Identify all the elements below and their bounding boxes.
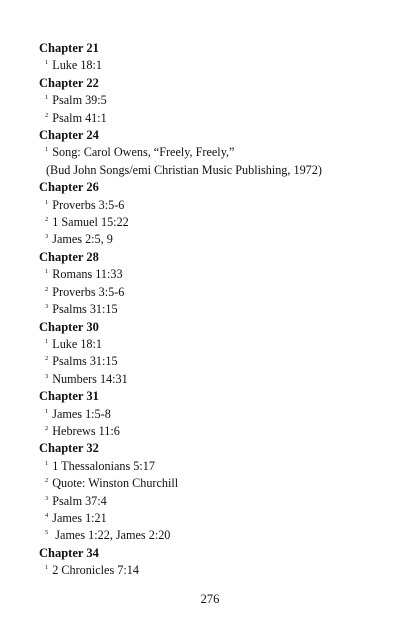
note-reference: Psalm 39:5 [52,93,107,108]
note-reference: Proverbs 3:5-6 [52,284,125,299]
note-number: 1 [45,564,49,572]
note-reference: Numbers 14:31 [52,371,128,386]
chapter-heading: Chapter 26 [39,180,99,195]
note-reference: Psalms 31:15 [52,354,118,369]
note-reference: Luke 18:1 [52,336,103,351]
note-number: 1 [45,94,49,102]
endnote [39,493,399,510]
endnote [39,110,399,127]
page-number: 276 [200,592,220,606]
chapter-heading: Chapter 28 [39,249,99,264]
endnote [39,197,399,214]
note-reference: James 1:22, James 2:20 [52,528,171,543]
note-reference: Romans 11:33 [52,267,123,282]
endnote [39,214,399,231]
note-number: 4 [45,511,49,519]
endnote [39,92,399,109]
note-number: 3 [45,233,49,241]
note-reference: James 1:21 [52,510,107,525]
endnote [39,423,399,440]
endnote [39,475,399,492]
note-number: 2 [45,424,49,432]
note-number: 2 [45,355,49,363]
chapter-heading: Chapter 24 [39,128,99,143]
note-reference: 1 Thessalonians 5:17 [52,458,155,473]
endnote [39,231,399,248]
endnote [39,562,399,579]
note-number: 1 [45,268,49,276]
endnote [39,527,399,544]
note-number: 1 [45,459,49,467]
endnote [39,458,399,475]
note-number: 1 [45,59,49,67]
note-reference: Psalms 31:15 [52,302,118,317]
note-number: 2 [45,477,49,485]
endnote [39,57,399,74]
note-number: 3 [45,372,49,380]
note-reference: Hebrews 11:6 [52,423,120,438]
note-reference: Proverbs 3:5-6 [52,197,125,212]
chapter-heading: Chapter 22 [39,75,99,90]
note-number: 3 [45,494,49,502]
note-number: 2 [45,216,49,224]
chapter-heading: Chapter 30 [39,319,99,334]
note-reference: Quote: Winston Churchill [52,476,179,491]
note-number: 3 [45,303,49,311]
endnote [39,353,399,370]
endnote [39,266,399,283]
endnote [39,144,399,179]
chapter-heading: Chapter 31 [39,389,99,404]
note-reference: 2 Chronicles 7:14 [52,563,139,578]
endnote [39,406,399,423]
note-reference: 1 Samuel 15:22 [52,215,129,230]
chapter-heading: Chapter 34 [39,545,99,560]
note-reference: Psalm 41:1 [52,110,107,125]
note-number: 1 [45,198,49,206]
note-number: 1 [45,337,49,345]
note-reference: James 2:5, 9 [52,232,113,247]
endnote [39,510,399,527]
endnotes-list [39,40,399,580]
note-number: 2 [45,111,49,119]
chapter-heading: Chapter 32 [39,441,99,456]
note-reference: James 1:5-8 [52,406,111,421]
note-number: 5 [45,529,49,537]
endnote [39,336,399,353]
endnote [39,301,399,318]
endnote [39,371,399,388]
note-reference: Song: Carol Owens, “Freely, Freely,” [52,145,235,160]
chapter-heading: Chapter 21 [39,41,99,55]
note-number: 2 [45,285,49,293]
note-continuation: (Bud John Songs/emi Christian Music Publishing, 1972) [46,162,322,177]
note-number: 1 [45,146,49,154]
note-reference: Luke 18:1 [52,58,103,73]
endnote [39,284,399,301]
note-number: 1 [45,407,49,415]
note-reference: Psalm 37:4 [52,493,107,508]
